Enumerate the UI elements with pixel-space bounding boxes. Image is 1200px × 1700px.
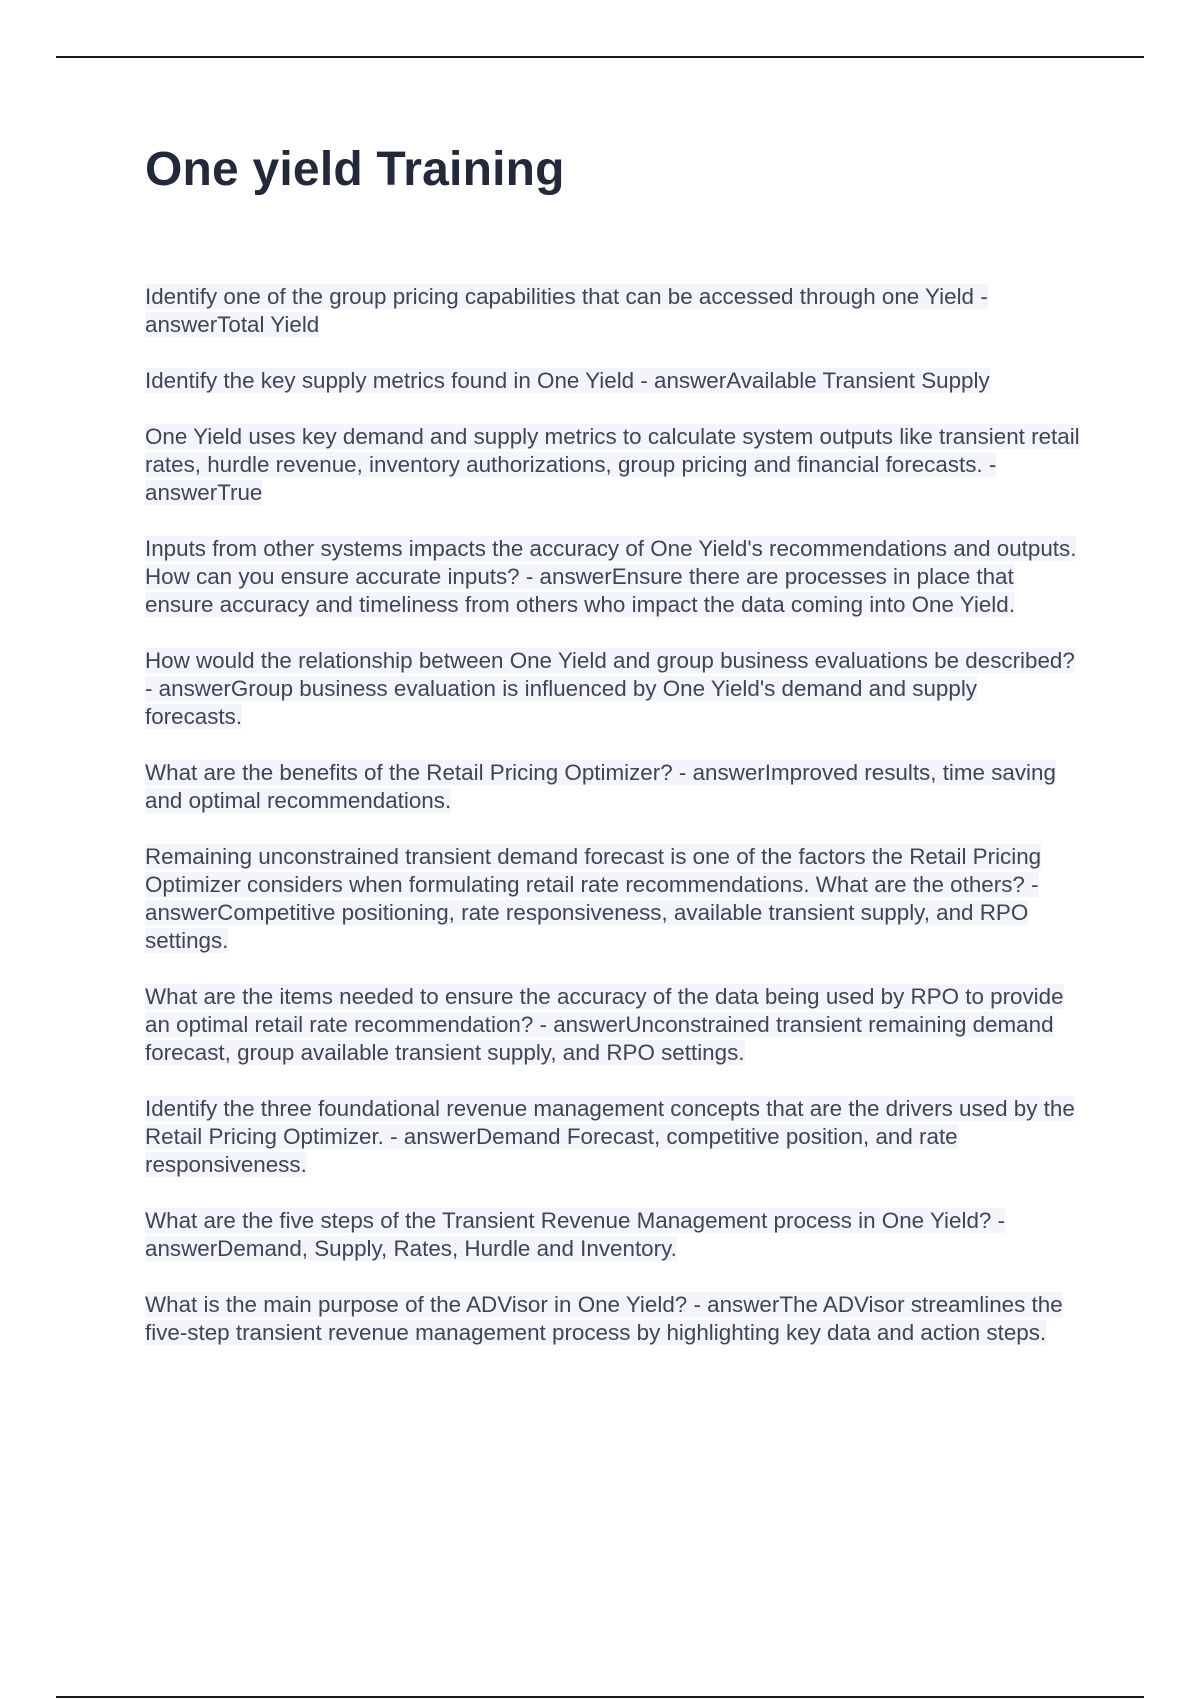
qa-text: What are the benefits of the Retail Pricing Optimizer? - answerImproved results, time saving and optimal recommendations. — [145, 760, 1056, 813]
qa-text: Inputs from other systems impacts the accuracy of One Yield's recommendations and outputs. How can you ensure accurate inputs? - answerEnsure there are processes in place that ensure accuracy and timeliness from others who impact the data coming into One Yield. — [145, 536, 1077, 617]
qa-text: Identify one of the group pricing capabilities that can be accessed through one Yield - answerTotal Yield — [145, 284, 988, 337]
qa-item — [145, 983, 1080, 1067]
qa-item — [145, 1095, 1080, 1179]
qa-text: What are the five steps of the Transient Revenue Management process in One Yield? - answerDemand, Supply, Rates, Hurdle and Inventory. — [145, 1208, 1006, 1261]
qa-item — [145, 367, 1080, 395]
qa-text: What are the items needed to ensure the accuracy of the data being used by RPO to provide an optimal retail rate recommendation? - answerUnconstrained transient remaining demand forecast, group available transient supply, and RPO settings. — [145, 984, 1064, 1065]
qa-item — [145, 647, 1080, 731]
qa-item — [145, 283, 1080, 339]
qa-item — [145, 535, 1080, 619]
qa-item — [145, 1207, 1080, 1263]
top-divider — [56, 56, 1144, 58]
qa-list — [145, 283, 1080, 1375]
qa-item — [145, 1291, 1080, 1347]
qa-item — [145, 843, 1080, 955]
qa-text: Identify the three foundational revenue management concepts that are the drivers used by the Retail Pricing Optimizer. - answerDemand Forecast, competitive position, and rate responsiveness. — [145, 1096, 1075, 1177]
qa-text: Identify the key supply metrics found in One Yield - answerAvailable Transient Supply — [145, 368, 990, 393]
qa-text: What is the main purpose of the ADVisor in One Yield? - answerThe ADVisor streamlines the five-step transient revenue management process by highlighting key data and action steps. — [145, 1292, 1063, 1345]
qa-text: Remaining unconstrained transient demand forecast is one of the factors the Retail Pricing Optimizer considers when formulating retail rate recommendations. What are the others? - answerCompetitive positioning, rate responsiveness, available transient supply, and RPO settings. — [145, 844, 1042, 953]
qa-item — [145, 423, 1080, 507]
bottom-divider — [56, 1696, 1144, 1698]
qa-text: One Yield uses key demand and supply metrics to calculate system outputs like transient retail rates, hurdle revenue, inventory authorizations, group pricing and financial forecasts. - answerTrue — [145, 424, 1080, 505]
qa-text: How would the relationship between One Yield and group business evaluations be described? - answerGroup business evaluation is influenced by One Yield's demand and supply forecasts. — [145, 648, 1075, 729]
page-title: One yield Training — [145, 143, 565, 196]
qa-item — [145, 759, 1080, 815]
